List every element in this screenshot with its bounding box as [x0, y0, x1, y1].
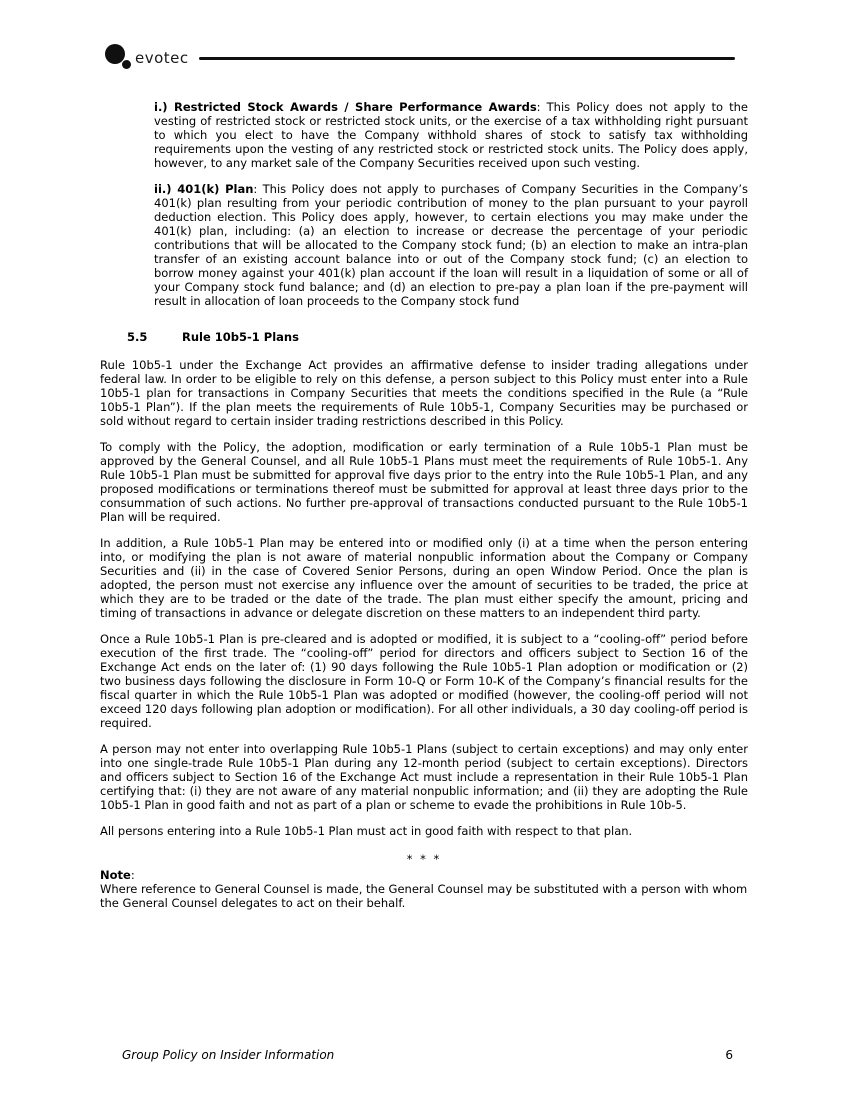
- section-heading-rule-10b5-1-plans: [127, 330, 748, 344]
- header-rule: [199, 57, 735, 60]
- logo-small-dot: [122, 60, 131, 69]
- paragraph-lead-restricted-stock: i.) Restricted Stock Awards / Share Performance Awards: [154, 100, 537, 114]
- paragraph-401k-plan: [154, 182, 748, 308]
- footer-document-title: Group Policy on Insider Information: [122, 1048, 335, 1062]
- note-section: [100, 868, 748, 910]
- header: [105, 44, 735, 72]
- paragraph-lead-401k: ii.) 401(k) Plan: [154, 182, 254, 196]
- note-label: [100, 868, 748, 882]
- paragraph-overlapping-plans: A person may not enter into overlapping Rule 10b5-1 Plans (subject to certain exceptions) and may only enter into one single-trade Rule 10b5-1 Plan during any 12-month period (subject to certain exceptions). Directors and officers subject to Section 16 of the Exchange Act must include a representation in their Rule 10b5-1 Plan certifying that: (i) they are not aware of any material nonpublic information; and (ii) they are adopting the Rule 10b5-1 Plan in good faith and not as part of a plan or scheme to evade the prohibitions in Rule 10b-5.: [100, 742, 748, 812]
- note-label-colon: :: [130, 868, 135, 882]
- paragraph-policy-compliance: To comply with the Policy, the adoption, modification or early termination of a Rule 10b5-1 Plan must be approved by the General Counsel, and all Rule 10b5-1 Plans must meet the requirements of Rule 10b5-1. Any Rule 10b5-1 Plan must be submitted for approval five days prior to the entry into the Rule 10b5-1 Plan, and any proposed modifications or terminations thereof must be submitted for approval at least three days prior to the consummation of such actions. No further pre-approval of transactions conducted pursuant to the Rule 10b5-1 Plan will be required.: [100, 440, 748, 524]
- paragraph-body-restricted-stock: : This Policy does not apply to the vesting of restricted stock or restricted stock units, or the exercise of a tax withholding right pursuant to which you elect to have the Company withhold shares of stock to satisfy tax withholding requirements upon the vesting of any restricted stock or restricted stock units. The Policy does apply, however, to any market sale of the Company Securities received upon such vesting.: [154, 100, 748, 170]
- footer: [122, 1048, 733, 1062]
- paragraph-rule-10b5-1-intro: Rule 10b5-1 under the Exchange Act provides an affirmative defense to insider trading allegations under federal law. In order to be eligible to rely on this defense, a person subject to this Policy must enter into a Rule 10b5-1 plan for transactions in Company Securities that meets the conditions specified in the Rule (a “Rule 10b5-1 Plan”). If the plan meets the requirements of Rule 10b5-1, Company Securities may be purchased or sold without regard to certain insider trading restrictions described in this Policy.: [100, 358, 748, 428]
- logo-text: evotec: [135, 49, 189, 67]
- note-text: Where reference to General Counsel is made, the General Counsel may be substituted with a person with whom the General Counsel delegates to act on their behalf.: [100, 882, 748, 910]
- paragraph-body-401k: : This Policy does not apply to purchases of Company Securities in the Company’s 401(k) plan resulting from your periodic contribution of money to the plan pursuant to your payroll deduction election. This Policy does apply, however, to certain elections you may make under the 401(k) plan, including: (a) an election to increase or decrease the percentage of your periodic contributions that will be allocated to the Company stock fund; (b) an election to make an intra-plan transfer of an existing account balance into or out of the Company stock fund; (c) an election to borrow money against your 401(k) plan account if the loan will result in a liquidation of some or all of your Company stock fund balance; and (d) an election to pre-pay a plan loan if the pre-payment will result in allocation of loan proceeds to the Company stock fund: [154, 182, 749, 308]
- section-number: 5.5: [127, 330, 148, 344]
- section-title: Rule 10b5-1 Plans: [182, 330, 299, 344]
- note-label-bold: Note: [100, 868, 131, 882]
- footer-page-number: 6: [725, 1048, 733, 1062]
- asterisk-separator: * * *: [406, 852, 442, 866]
- paragraph-good-faith-closing: All persons entering into a Rule 10b5-1 Plan must act in good faith with respect to that plan.: [100, 824, 633, 838]
- evotec-logo-icon: [105, 44, 135, 72]
- paragraph-plan-entry-conditions: In addition, a Rule 10b5-1 Plan may be entered into or modified only (i) at a time when the person entering into, or modifying the plan is not aware of material nonpublic information about the Company or Company Securities and (ii) in the case of Covered Senior Persons, during an open Window Period. Once the plan is adopted, the person must not exercise any influence over the amount of securities to be traded, the price at which they are to be traded or the date of the trade. The plan must either specify the amount, pricing and timing of transactions in advance or delegate discretion on these matters to an independent third party.: [100, 536, 748, 620]
- paragraph-cooling-off-period: Once a Rule 10b5-1 Plan is pre-cleared and is adopted or modified, it is subject to a “cooling-off” period before execution of the first trade. The “cooling-off” period for directors and officers subject to Section 16 of the Exchange Act ends on the later of: (1) 90 days following the Rule 10b5-1 Plan adoption or modification or (2) two business days following the disclosure in Form 10-Q or Form 10-K of the Company’s financial results for the fiscal quarter in which the Rule 10b5-1 Plan was adopted or modified (however, the cooling-off period will not exceed 120 days following plan adoption or modification). For all other individuals, a 30 day cooling-off period is required.: [100, 632, 748, 730]
- paragraph-restricted-stock-awards: [154, 100, 748, 170]
- document-content: [100, 100, 748, 910]
